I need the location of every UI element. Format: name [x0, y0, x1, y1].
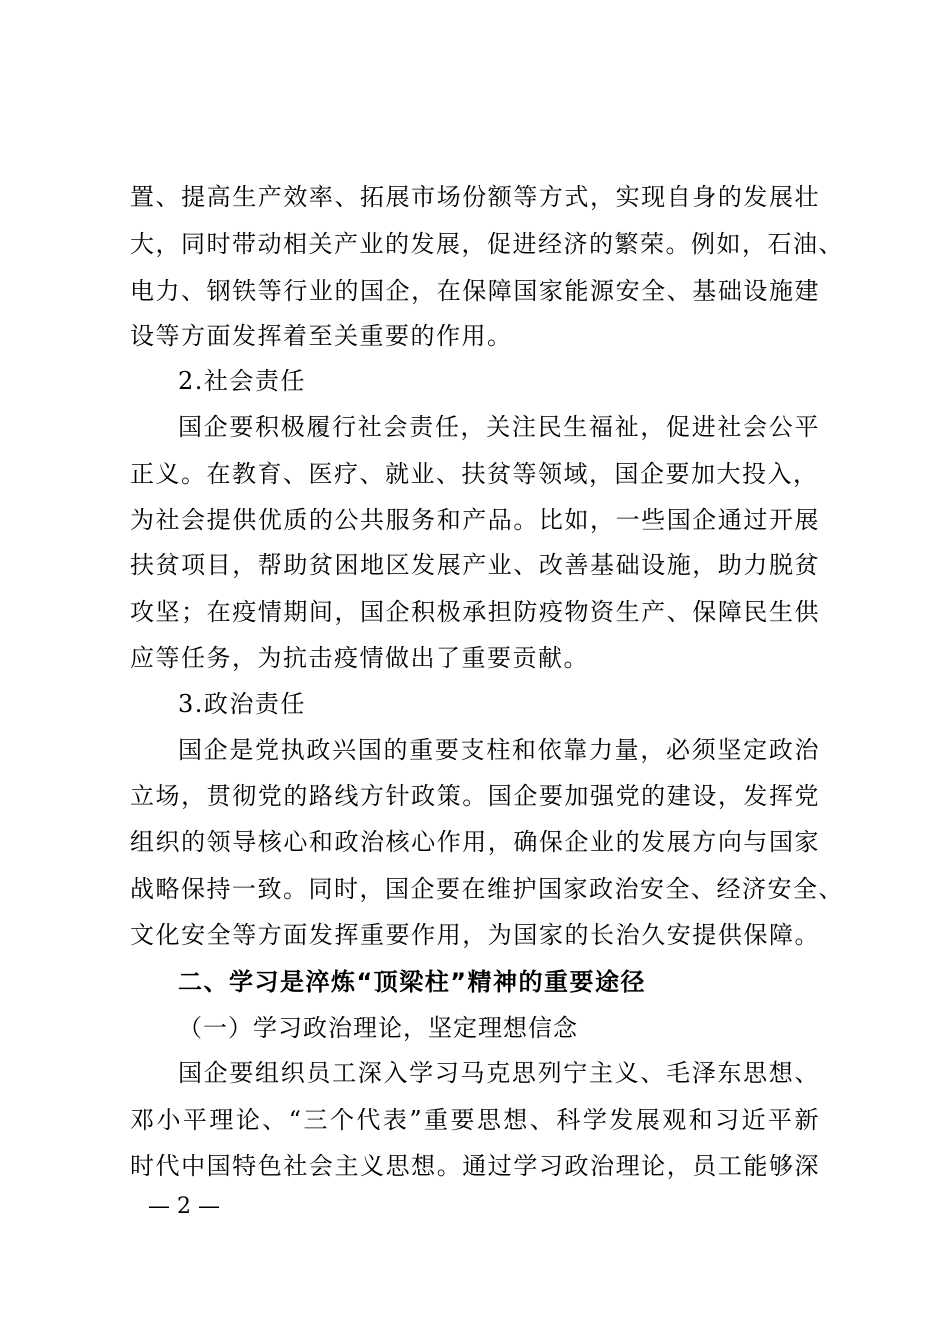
body-text-line: 扶贫项目，帮助贫困地区发展产业、改善基础设施，助力脱贫 [130, 551, 820, 579]
body-text-line: 为社会提供优质的公共服务和产品。比如，一些国企通过开展 [130, 506, 820, 534]
body-text-line: 大，同时带动相关产业的发展，促进经济的繁荣。例如，石油、 [130, 230, 844, 258]
body-text-line: 国企要组织员工深入学习马克思列宁主义、毛泽东思想、 [178, 1059, 820, 1087]
body-text-line: 应等任务，为抗击疫情做出了重要贡献。 [130, 644, 589, 672]
section-subtitle: 3.政治责任 [178, 690, 306, 718]
body-text-line: 国企要积极履行社会责任，关注民生福祉，促进社会公平 [178, 413, 820, 441]
body-text-line: 邓小平理论、“三个代表”重要思想、科学发展观和习近平新 [130, 1106, 820, 1134]
page-number: — 2 — [148, 1194, 220, 1219]
body-text-line: 时代中国特色社会主义思想。通过学习政治理论，员工能够深 [130, 1152, 820, 1180]
body-text-line: 组织的领导核心和政治核心作用，确保企业的发展方向与国家 [130, 828, 820, 856]
body-text-line: 正义。在教育、医疗、就业、扶贫等领域，国企要加大投入， [130, 460, 819, 488]
body-text-line: 立场，贯彻党的路线方针政策。国企要加强党的建设，发挥党 [130, 782, 820, 810]
body-text-line: 攻坚；在疫情期间，国企积极承担防疫物资生产、保障民生供 [130, 598, 820, 626]
section-heading: 二、学习是淬炼“顶梁柱”精神的重要途径 [178, 968, 647, 996]
body-text-line: 设等方面发挥着至关重要的作用。 [130, 322, 513, 350]
section-subtitle: 2.社会责任 [178, 367, 306, 395]
subsection-heading: （一）学习政治理论，坚定理想信念 [178, 1014, 578, 1042]
body-text-line: 国企是党执政兴国的重要支柱和依靠力量，必须坚定政治 [178, 736, 820, 764]
body-text-line: 战略保持一致。同时，国企要在维护国家政治安全、经济安全、 [130, 875, 844, 903]
body-text-line: 文化安全等方面发挥重要作用，为国家的长治久安提供保障。 [130, 921, 820, 949]
body-text-line: 电力、钢铁等行业的国企，在保障国家能源安全、基础设施建 [130, 277, 820, 305]
body-text-line: 置、提高生产效率、拓展市场份额等方式，实现自身的发展壮 [130, 183, 820, 211]
